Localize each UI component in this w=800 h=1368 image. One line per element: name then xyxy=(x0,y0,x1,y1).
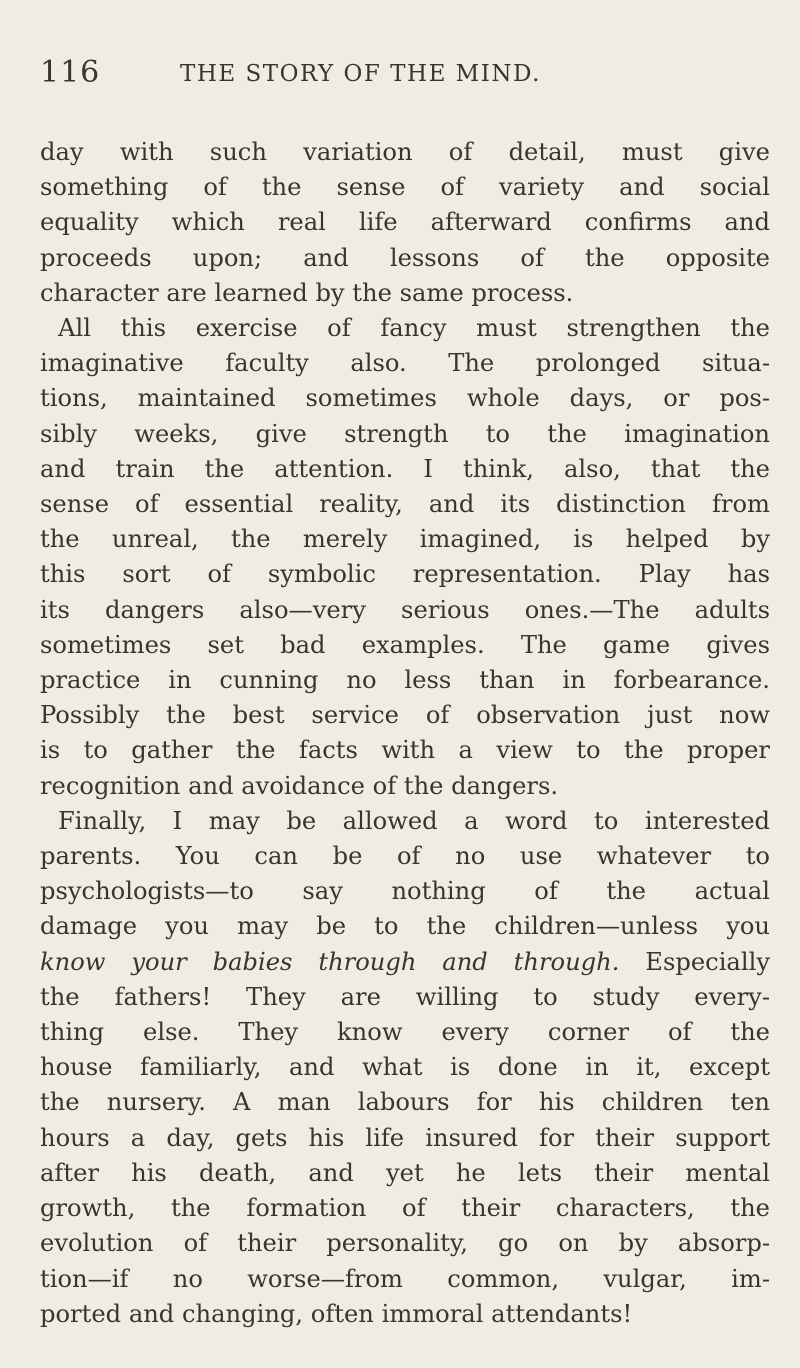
text-line: evolution of their personality, go on by absorp- xyxy=(40,1229,770,1258)
text-line: hours a day, gets his life insured for their support xyxy=(40,1123,770,1152)
book-page xyxy=(40,55,770,1332)
text-line: proceeds upon; and lessons of the opposite xyxy=(40,243,770,272)
text-line: its dangers also—very serious ones.—The adults xyxy=(40,595,770,624)
text-line: house familiarly, and what is done in it, except xyxy=(40,1053,770,1082)
text-line: this sort of symbolic representation. Play has xyxy=(40,560,770,589)
text-line: day with such variation of detail, must give xyxy=(40,138,770,166)
running-title: THE STORY OF THE MIND. xyxy=(180,61,541,87)
text-line: character are learned by the same process. xyxy=(40,278,574,307)
text-line: tions, maintained sometimes whole days, or pos- xyxy=(40,384,770,413)
text-line: psychologists—to say nothing of the actual xyxy=(40,877,770,906)
text-line: the unreal, the merely imagined, is helped by xyxy=(40,525,770,554)
text-line: imaginative faculty also. The prolonged situa- xyxy=(40,349,770,378)
text-line: Finally, I may be allowed a word to interested xyxy=(58,806,770,835)
text-line: damage you may be to the children—unless you xyxy=(40,912,770,941)
text-line: sometimes set bad examples. The game gives xyxy=(40,630,770,659)
text-line: tion—if no worse—from common, vulgar, im- xyxy=(40,1264,770,1293)
text-line: practice in cunning no less than in forbearance. xyxy=(40,666,770,695)
text-line: equality which real life afterward confirms and xyxy=(40,208,770,237)
text-line: and train the attention. I think, also, that the xyxy=(40,454,770,483)
text-line: is to gather the facts with a view to the proper xyxy=(40,736,770,765)
text-line: thing else. They know every corner of the xyxy=(40,1018,770,1047)
text-line: recognition and avoidance of the dangers. xyxy=(40,771,559,800)
body-text xyxy=(40,135,770,1332)
italic-phrase: know your babies through and through. xyxy=(40,947,620,976)
line-continuation: Especially xyxy=(619,947,770,976)
text-line: sibly weeks, give strength to the imagination xyxy=(40,419,770,448)
text-line: the nursery. A man labours for his children ten xyxy=(40,1088,770,1117)
text-line: after his death, and yet he lets their mental xyxy=(40,1158,770,1187)
text-line: parents. You can be of no use whatever to xyxy=(40,842,770,871)
text-line: sense of essential reality, and its distinction from xyxy=(40,490,770,519)
text-line: ported and changing, often immoral attendants! xyxy=(40,1299,633,1328)
text-line: Possibly the best service of observation just now xyxy=(40,701,770,730)
page-number: 116 xyxy=(40,55,101,90)
text-line: growth, the formation of their characters, the xyxy=(40,1194,770,1223)
text-line: something of the sense of variety and social xyxy=(40,173,770,202)
text-line: the fathers! They are willing to study every- xyxy=(40,982,770,1011)
text-line xyxy=(40,945,770,980)
running-head xyxy=(40,55,770,103)
text-line: All this exercise of fancy must strengthen the xyxy=(58,314,770,343)
